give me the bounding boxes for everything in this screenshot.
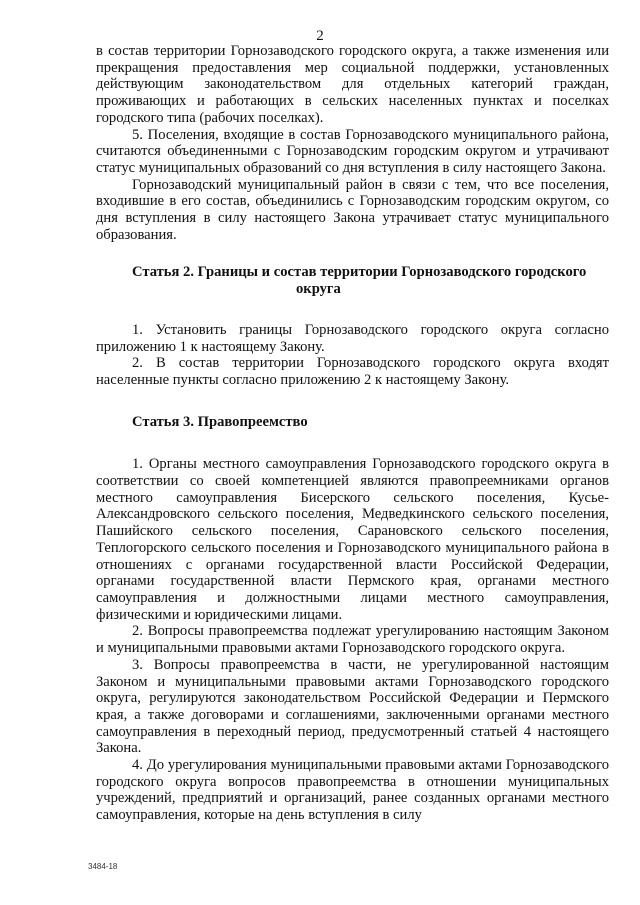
- paragraph-intro-continuation: в состав территории Горнозаводского городского округа, а также изменения или прекращения предоставления мер социальной поддержки, установленных действующим законодательством для отдельных категорий граждан, проживающих и работающих в сельских населенных пунктах и поселках городского типа (рабочих поселках).: [96, 43, 609, 126]
- article-2-paragraph-1: 1. Установить границы Горнозаводского городского округа согласно приложению 1 к настоящему Закону.: [96, 321, 609, 355]
- article-3-paragraph-4: 4. До урегулирования муниципальными правовыми актами Горнозаводского городского округа вопросов правопреемства в отношении муниципальных учреждений, предприятий и организаций, ранее созданных органами местного самоуправления, которые на день вступления в силу: [96, 757, 609, 824]
- article-2-title-line1: Статья 2. Границы и состав территории Горнозаводского городского: [132, 264, 587, 281]
- article-2-title-line2: округа: [296, 281, 341, 298]
- document-body: [96, 43, 609, 824]
- paragraph-intro-district: Горнозаводский муниципальный район в связи с тем, что все поселения, входившие в его состав, объединились с Горнозаводским городским округом, со дня вступления в силу настоящего Закона утрачивает статус муниципального образования.: [96, 176, 609, 243]
- page-number: 2: [316, 28, 324, 44]
- article-3-heading: Статья 3. Правопреемство: [132, 413, 308, 430]
- article-2-heading: [132, 264, 609, 297]
- article-3-paragraph-3: 3. Вопросы правопреемства в части, не урегулированной настоящим Законом и муниципальными правовыми актами Горнозаводского городского округа, регулируются законодательством Российской Федерации и Пермского края, а также договорами и соглашениями, заключенными органами местного самоуправления в переходный период, предусмотренный статьей 4 настоящего Закона.: [96, 656, 609, 757]
- paragraph-intro-5: 5. Поселения, входящие в состав Горнозаводского муниципального района, считаются объединенными с Горнозаводским городским округом и утрачивают статус муниципальных образований со дня вступления в силу настоящего Закона.: [96, 126, 609, 176]
- article-2-paragraph-2: 2. В состав территории Горнозаводского городского округа входят населенные пункты согласно приложению 2 к настоящему Закону.: [96, 355, 609, 388]
- article-3-paragraph-2: 2. Вопросы правопреемства подлежат урегулированию настоящим Законом и муниципальными правовыми актами Горнозаводского городского округа.: [96, 623, 609, 657]
- article-3-paragraph-1: 1. Органы местного самоуправления Горнозаводского городского округа в соответствии со своей компетенцией являются правопреемниками органов местного самоуправления Бисерского сельского поселения, Кусье-Александровского сельского поселения, Медведкинского сельского поселения, Пашийского сельского поселения, Сарановского сельского поселения, Теплогорского сельского поселения и Горнозаводского муниципального района в отношениях с органами государственной власти Российской Федерации, органами государственной власти Пермского края, органами местного самоуправления и должностными лицами местного самоуправления, физическими и юридическими лицами.: [96, 456, 609, 623]
- footer-code: 3484-18: [88, 862, 118, 871]
